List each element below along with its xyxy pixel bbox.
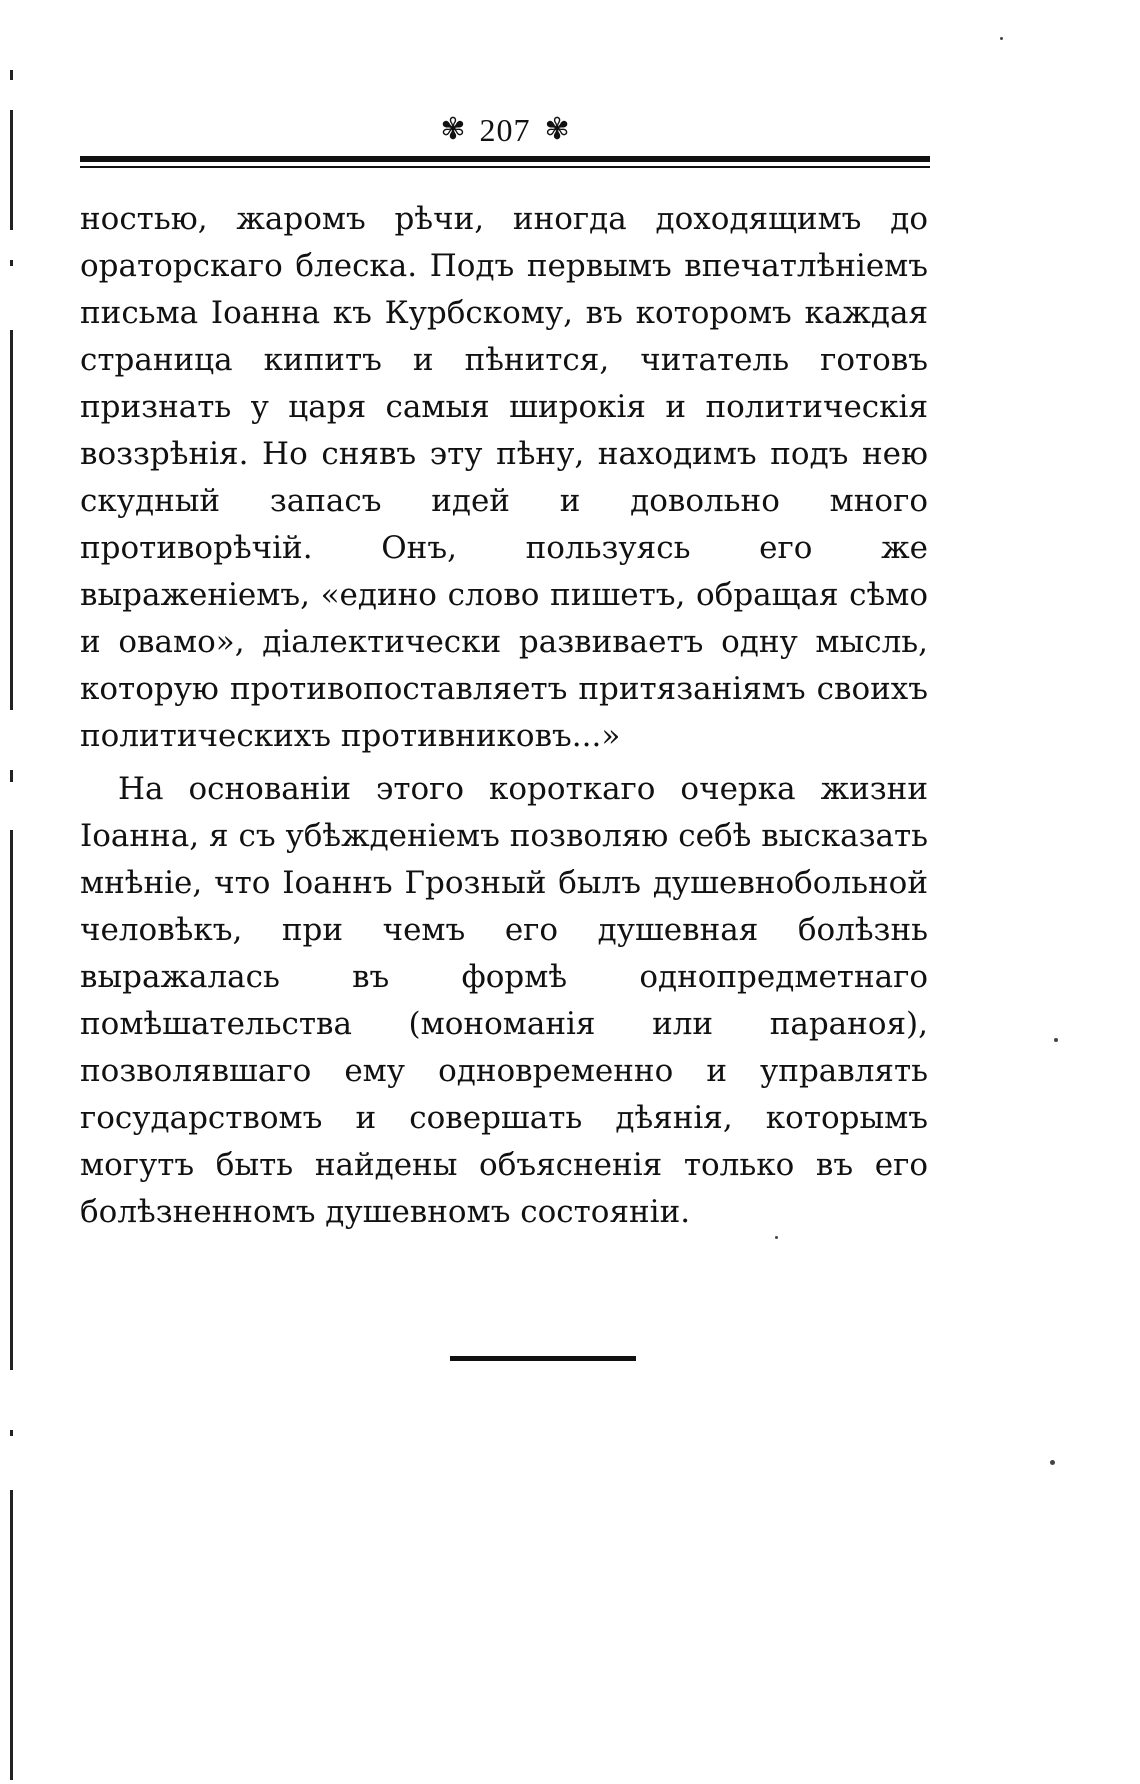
page-number: 207 <box>479 111 531 148</box>
header-thin-rule <box>80 166 930 168</box>
fleuron-left-icon: ✾ <box>440 112 466 147</box>
fleuron-right-icon: ✾ <box>544 112 570 147</box>
page-binding-edge <box>0 70 14 1784</box>
body-text <box>80 196 928 1236</box>
paper-speck <box>1050 1460 1055 1465</box>
paper-speck <box>1000 37 1003 40</box>
section-end-rule <box>450 1356 636 1361</box>
page-header <box>80 100 930 170</box>
paragraph-conclusion: На основаніи этого короткаго очерка жизни Іоанна, я съ убѣжденіемъ позволяю себѣ высказать мнѣніе, что Іоаннъ Грозный былъ душевнобольной человѣкъ, при чемъ его душевная болѣзнь выражалась въ формѣ однопредметнаго помѣшательства (мономанія или параноя), позволявшаго ему одновременно и управлять государствомъ и совершать дѣянія, которымъ могутъ быть найдены объясненія только въ его болѣзненномъ душевномъ состояніи. <box>80 771 928 1230</box>
paper-speck <box>775 1236 778 1239</box>
header-thick-rule <box>80 156 930 162</box>
page-number-row <box>80 108 930 152</box>
paragraph-continued: ностью, жаромъ рѣчи, иногда доходящимъ до ораторскаго блеска. Подъ первымъ впечатлѣніемъ письма Іоанна къ Курбскому, въ которомъ каждая страница кипитъ и пѣнится, читатель готовъ признать у царя самыя широкія и политическія воззрѣнія. Но снявъ эту пѣну, находимъ подъ нею скудный запасъ идей и довольно много противорѣчій. Онъ, пользуясь его же выраженіемъ, «едино слово пишетъ, обращая сѣмо и овамо», діалектически развиваетъ одну мысль, которую противопоставляетъ притязаніямъ своихъ политическихъ противниковъ...» <box>80 201 928 754</box>
paper-speck <box>1054 1038 1058 1042</box>
